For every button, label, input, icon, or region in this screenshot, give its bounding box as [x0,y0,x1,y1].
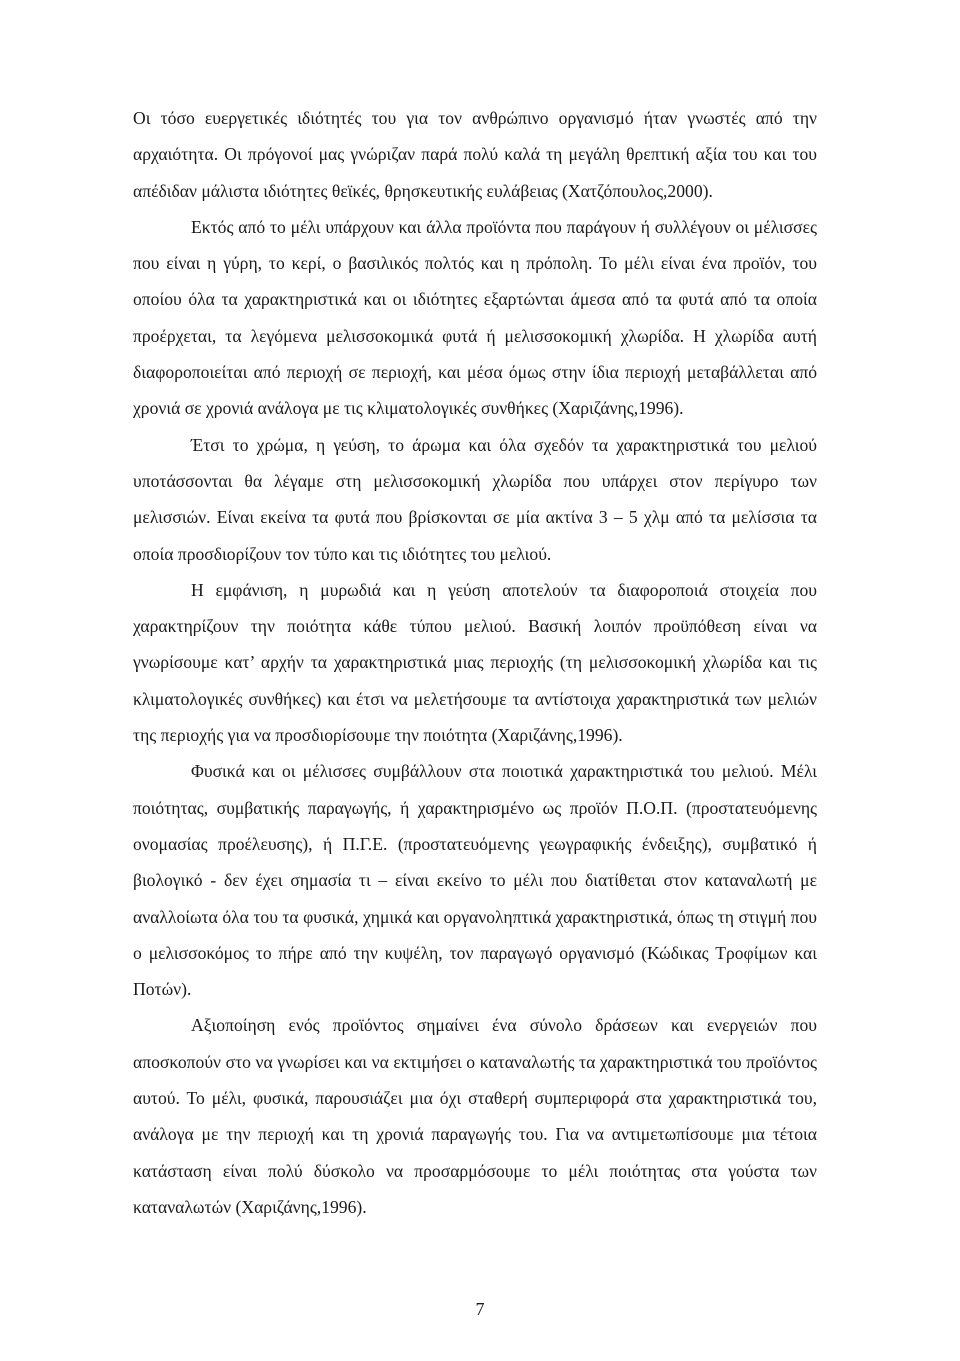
paragraph-3: Έτσι το χρώμα, η γεύση, το άρωμα και όλα σχεδόν τα χαρακτηριστικά του μελιού υποτάσσονται θα λέγαμε στη μελισσοκομική χλωρίδα που υπάρχει στον περίγυρο των μελισσιών. Είναι εκείνα τα φυτά που βρίσκονται σε μία ακτίνα 3 – 5 χλμ από τα μελίσσια τα οποία προσδιορίζουν τον τύπο και τις ιδιότητες του μελιού. [133,434,817,564]
page-number: 7 [475,1299,485,1319]
paragraph-4: Η εμφάνιση, η μυρωδιά και η γεύση αποτελούν τα διαφοροποιά στοιχεία που χαρακτηρίζουν την ποιότητα κάθε τύπου μελιού. Βασική λοιπόν προϋπόθεση είναι να γνωρίσουμε κατ’ αρχήν τα χαρακτηριστικά μιας περιοχής (τη μελισσοκομική χλωρίδα και τις κλιματολογικές συνθήκες) και έτσι να μελετήσουμε τα αντίστοιχα χαρακτηριστικά των μελιών της περιοχής για να προσδιορίσουμε την ποιότητα (Χαριζάνης,1996). [133,579,817,746]
paragraph-5: Φυσικά και οι μέλισσες συμβάλλουν στα ποιοτικά χαρακτηριστικά του μελιού. Μέλι ποιότητας, συμβατικής παραγωγής, ή χαρακτηρισμένο ως προϊόν Π.Ο.Π. (προστατευόμενης ονομασίας προέλευσης), ή Π.Γ.Ε. (προστατευόμενης γεωγραφικής ένδειξης), συμβατικό ή βιολογικό - δεν έχει σημασία τι – είναι εκείνο το μέλι που διατίθεται στον καταναλωτή με αναλλοίωτα όλα του τα φυσικά, χημικά και οργανοληπτικά χαρακτηριστικά, όπως τη στιγμή που ο μελισσοκόμος το πήρε από την κυψέλη, τον παραγωγό οργανισμό (Κώδικας Τροφίμων και Ποτών). [133,761,817,1000]
paragraph-6: Αξιοποίηση ενός προϊόντος σημαίνει ένα σύνολο δράσεων και ενεργειών που αποσκοπούν στο να γνωρίσει και να εκτιμήσει ο καταναλωτής τα χαρακτηριστικά του προϊόντος αυτού. Το μέλι, φυσικά, παρουσιάζει μια όχι σταθερή συμπεριφορά στα χαρακτηριστικά του, ανάλογα με την περιοχή και τη χρονιά παραγωγής του. Για να αντιμετωπίσουμε μια τέτοια κατάσταση είναι πολύ δύσκολο να προσαρμόσουμε το μέλι ποιότητας στα γούστα των καταναλωτών (Χαριζάνης,1996). [133,1015,817,1217]
paragraph-1: Οι τόσο ευεργετικές ιδιότητές του για τον ανθρώπινο οργανισμό ήταν γνωστές από την αρχαιότητα. Οι πρόγονοί μας γνώριζαν παρά πολύ καλά τη μεγάλη θρεπτική αξία του και του απέδιδαν μάλιστα ιδιότητες θεϊκές, θρησκευτικής ευλάβειας (Χατζόπουλος,2000). [133,108,817,201]
body-text [133,100,817,1225]
paragraph-2: Εκτός από το μέλι υπάρχουν και άλλα προϊόντα που παράγουν ή συλλέγουν οι μέλισσες που είναι η γύρη, το κερί, ο βασιλικός πολτός και η πρόπολη. Το μέλι είναι ένα προϊόν, του οποίου όλα τα χαρακτηριστικά και οι ιδιότητες εξαρτώνται άμεσα από τα φυτά από τα οποία προέρχεται, τα λεγόμενα μελισσοκομικά φυτά ή μελισσοκομική χλωρίδα. Η χλωρίδα αυτή διαφοροποιείται από περιοχή σε περιοχή, και μέσα όμως στην ίδια περιοχή μεταβάλλεται από χρονιά σε χρονιά ανάλογα με τις κλιματολογικές συνθήκες (Χαριζάνης,1996). [133,216,817,419]
